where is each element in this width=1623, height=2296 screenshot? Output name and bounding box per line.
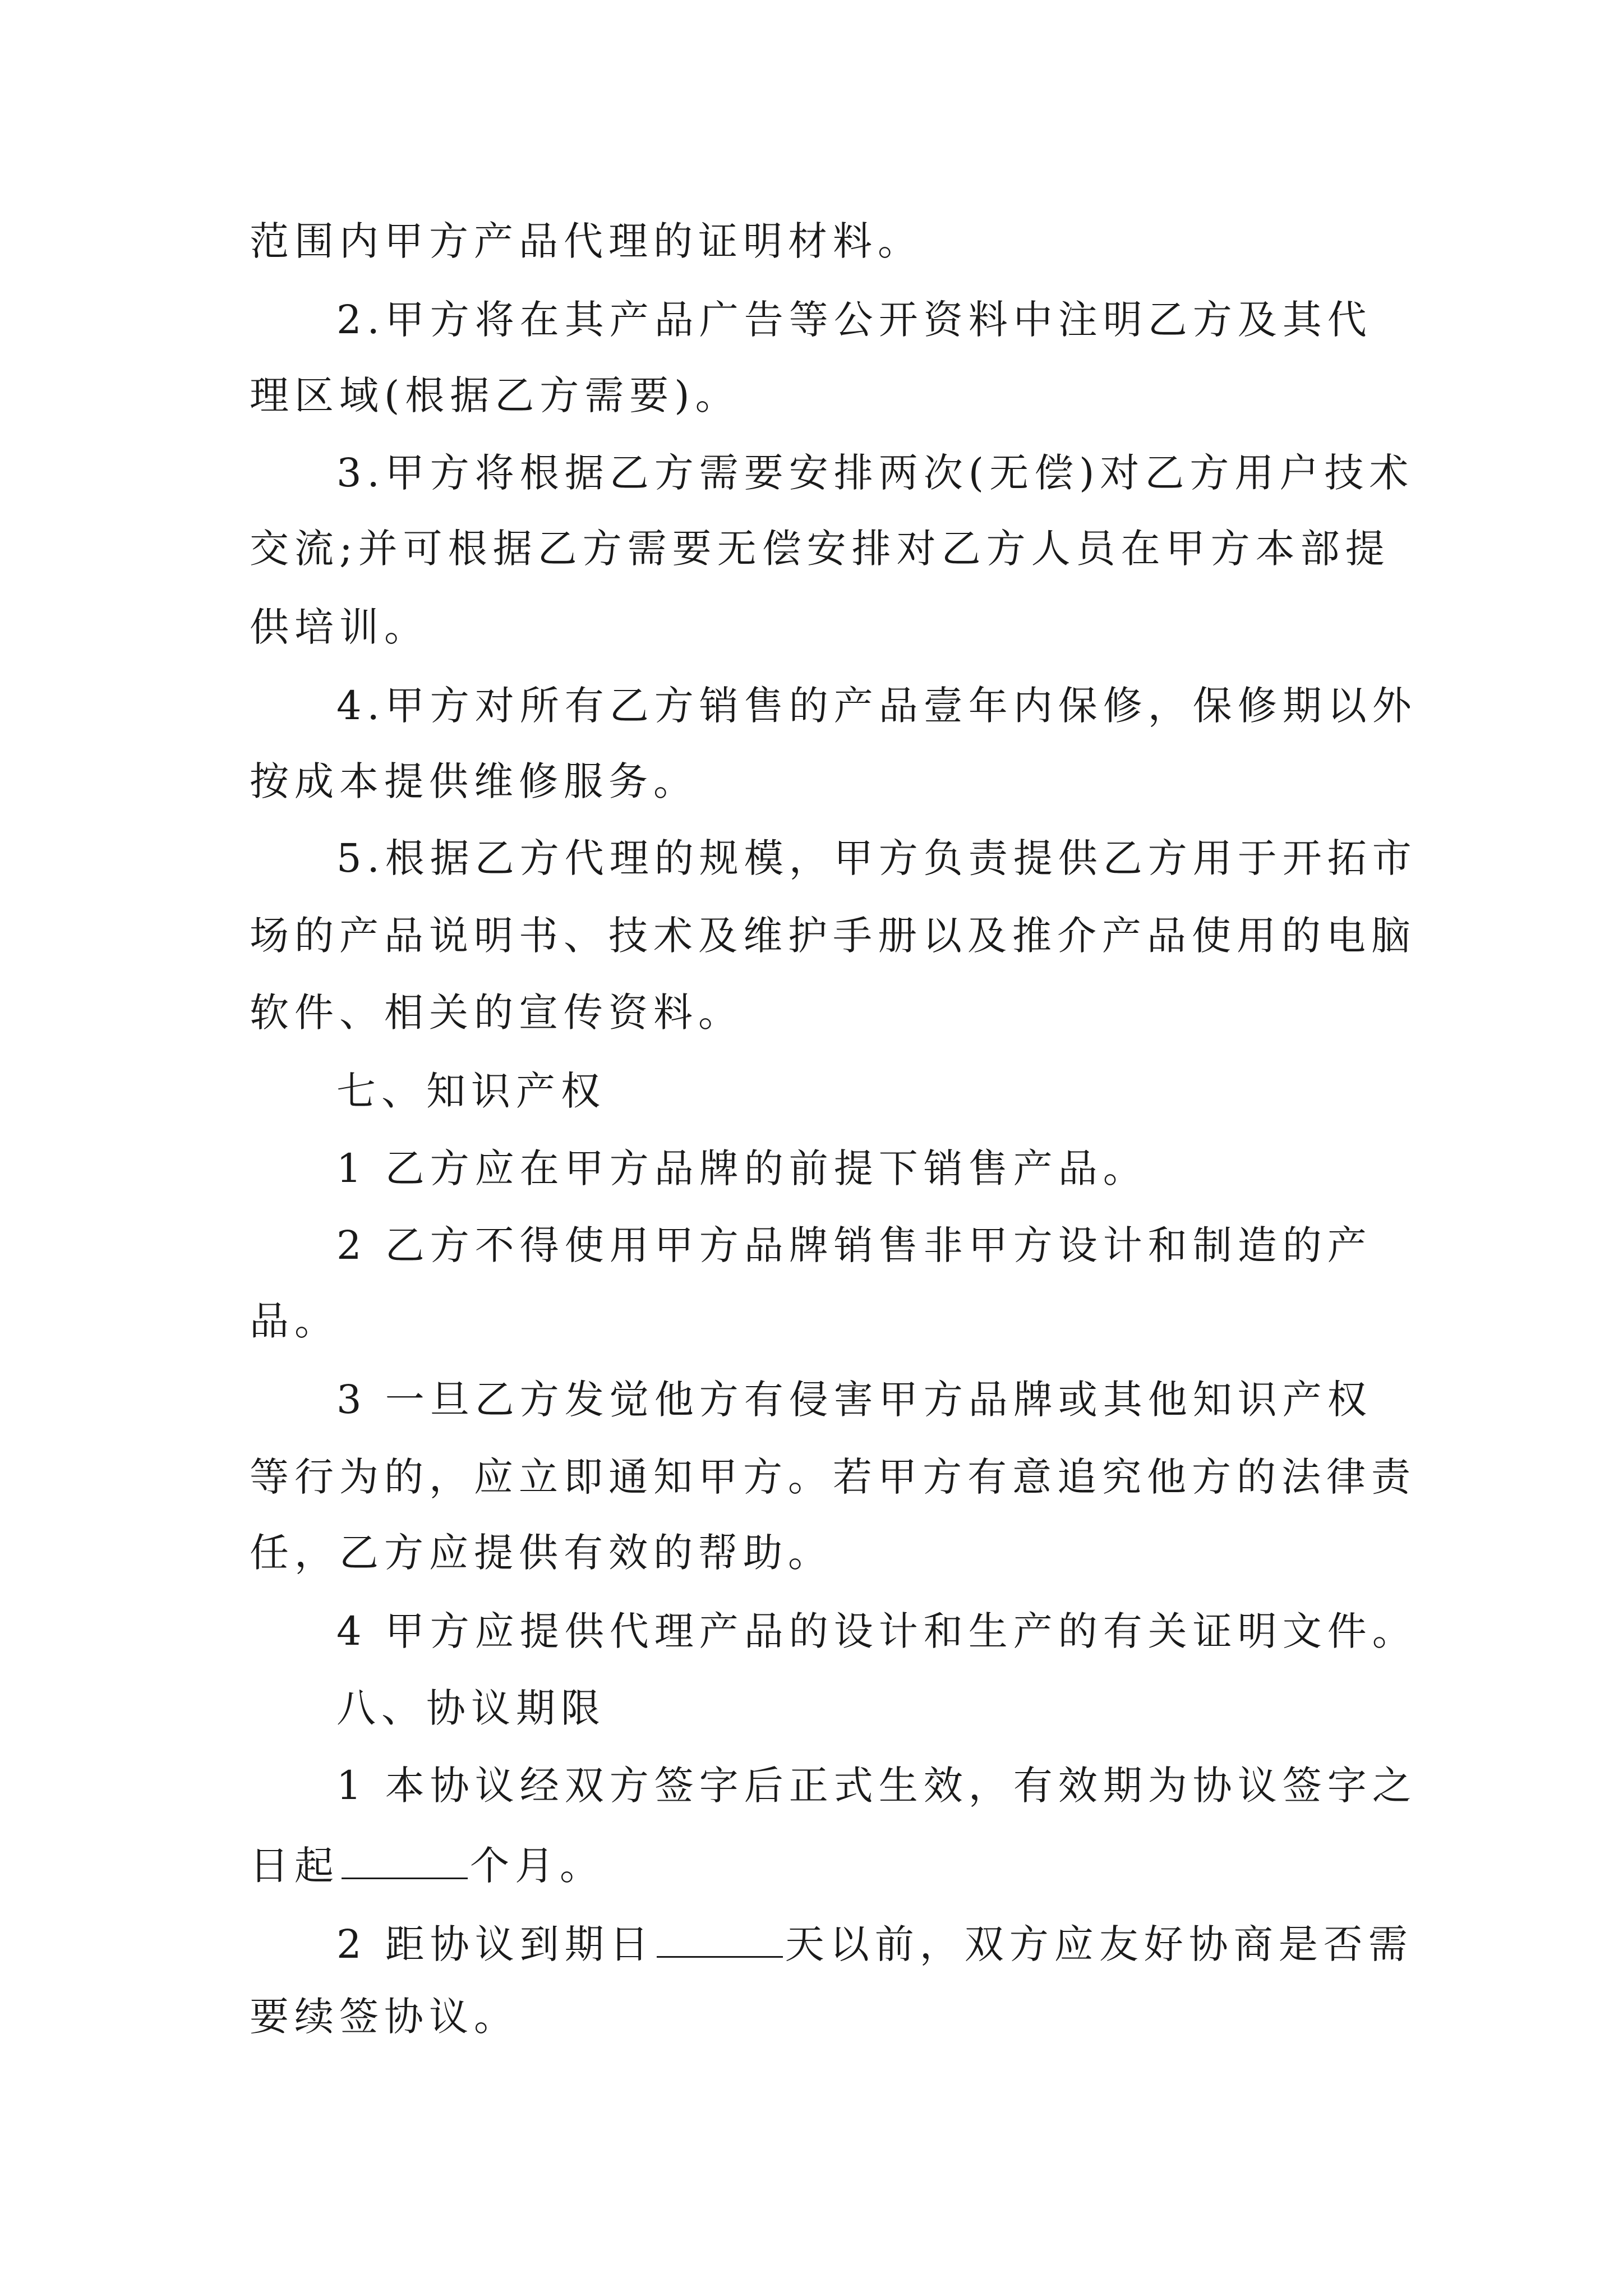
paragraph-line: 等行为的，应立即通知甲方。若甲方有意追究他方的法律责 <box>250 1454 1416 1500</box>
paragraph-line: 4.甲方对所有乙方销售的产品壹年内保修，保修期以外 <box>336 683 1417 729</box>
paragraph-line <box>250 1842 605 1889</box>
paragraph-line: 品。 <box>250 1298 339 1344</box>
line-text: 天以前，双方应友好协商是否需 <box>785 1921 1413 1967</box>
paragraph-line: 要续签协议。 <box>250 1994 519 2040</box>
line-text: 个月。 <box>470 1843 605 1889</box>
paragraph-line: 2.甲方将在其产品广告等公开资料中注明乙方及其代 <box>336 297 1372 343</box>
paragraph-line: 5.根据乙方代理的规模，甲方负责提供乙方用于开拓市 <box>336 835 1417 881</box>
paragraph-line: 3 一旦乙方发觉他方有侵害甲方品牌或其他知识产权 <box>336 1377 1372 1423</box>
paragraph-line: 交流;并可根据乙方需要无偿安排对乙方人员在甲方本部提 <box>250 526 1390 572</box>
paragraph-line: 供培训。 <box>250 604 429 650</box>
line-text: 日起 <box>250 1843 339 1889</box>
fill-in-blank <box>342 1842 468 1879</box>
line-text: 2 距协议到期日 <box>336 1921 654 1967</box>
fill-in-blank <box>657 1920 783 1958</box>
paragraph-line: 场的产品说明书、技术及维护手册以及推介产品使用的电脑 <box>250 913 1416 959</box>
paragraph-line <box>336 1920 1413 1967</box>
paragraph-line: 4 甲方应提供代理产品的设计和生产的有关证明文件。 <box>336 1608 1417 1654</box>
paragraph-line: 3.甲方将根据乙方需要安排两次(无偿)对乙方用户技术 <box>336 450 1414 496</box>
paragraph-line: 2 乙方不得使用甲方品牌销售非甲方设计和制造的产 <box>336 1222 1372 1268</box>
section-heading: 八、协议期限 <box>336 1685 606 1731</box>
section-heading: 七、知识产权 <box>336 1068 606 1114</box>
paragraph-line: 1 乙方应在甲方品牌的前提下销售产品。 <box>336 1145 1148 1191</box>
paragraph-line: 按成本提供维修服务。 <box>250 758 698 804</box>
paragraph-line: 软件、相关的宣传资料。 <box>250 990 743 1036</box>
paragraph-line: 范围内甲方产品代理的证明材料。 <box>250 218 923 264</box>
paragraph-line: 1 本协议经双方签字后正式生效，有效期为协议签字之 <box>336 1763 1417 1809</box>
paragraph-line: 理区域(根据乙方需要)。 <box>250 372 740 418</box>
paragraph-line: 任，乙方应提供有效的帮助。 <box>250 1530 833 1576</box>
